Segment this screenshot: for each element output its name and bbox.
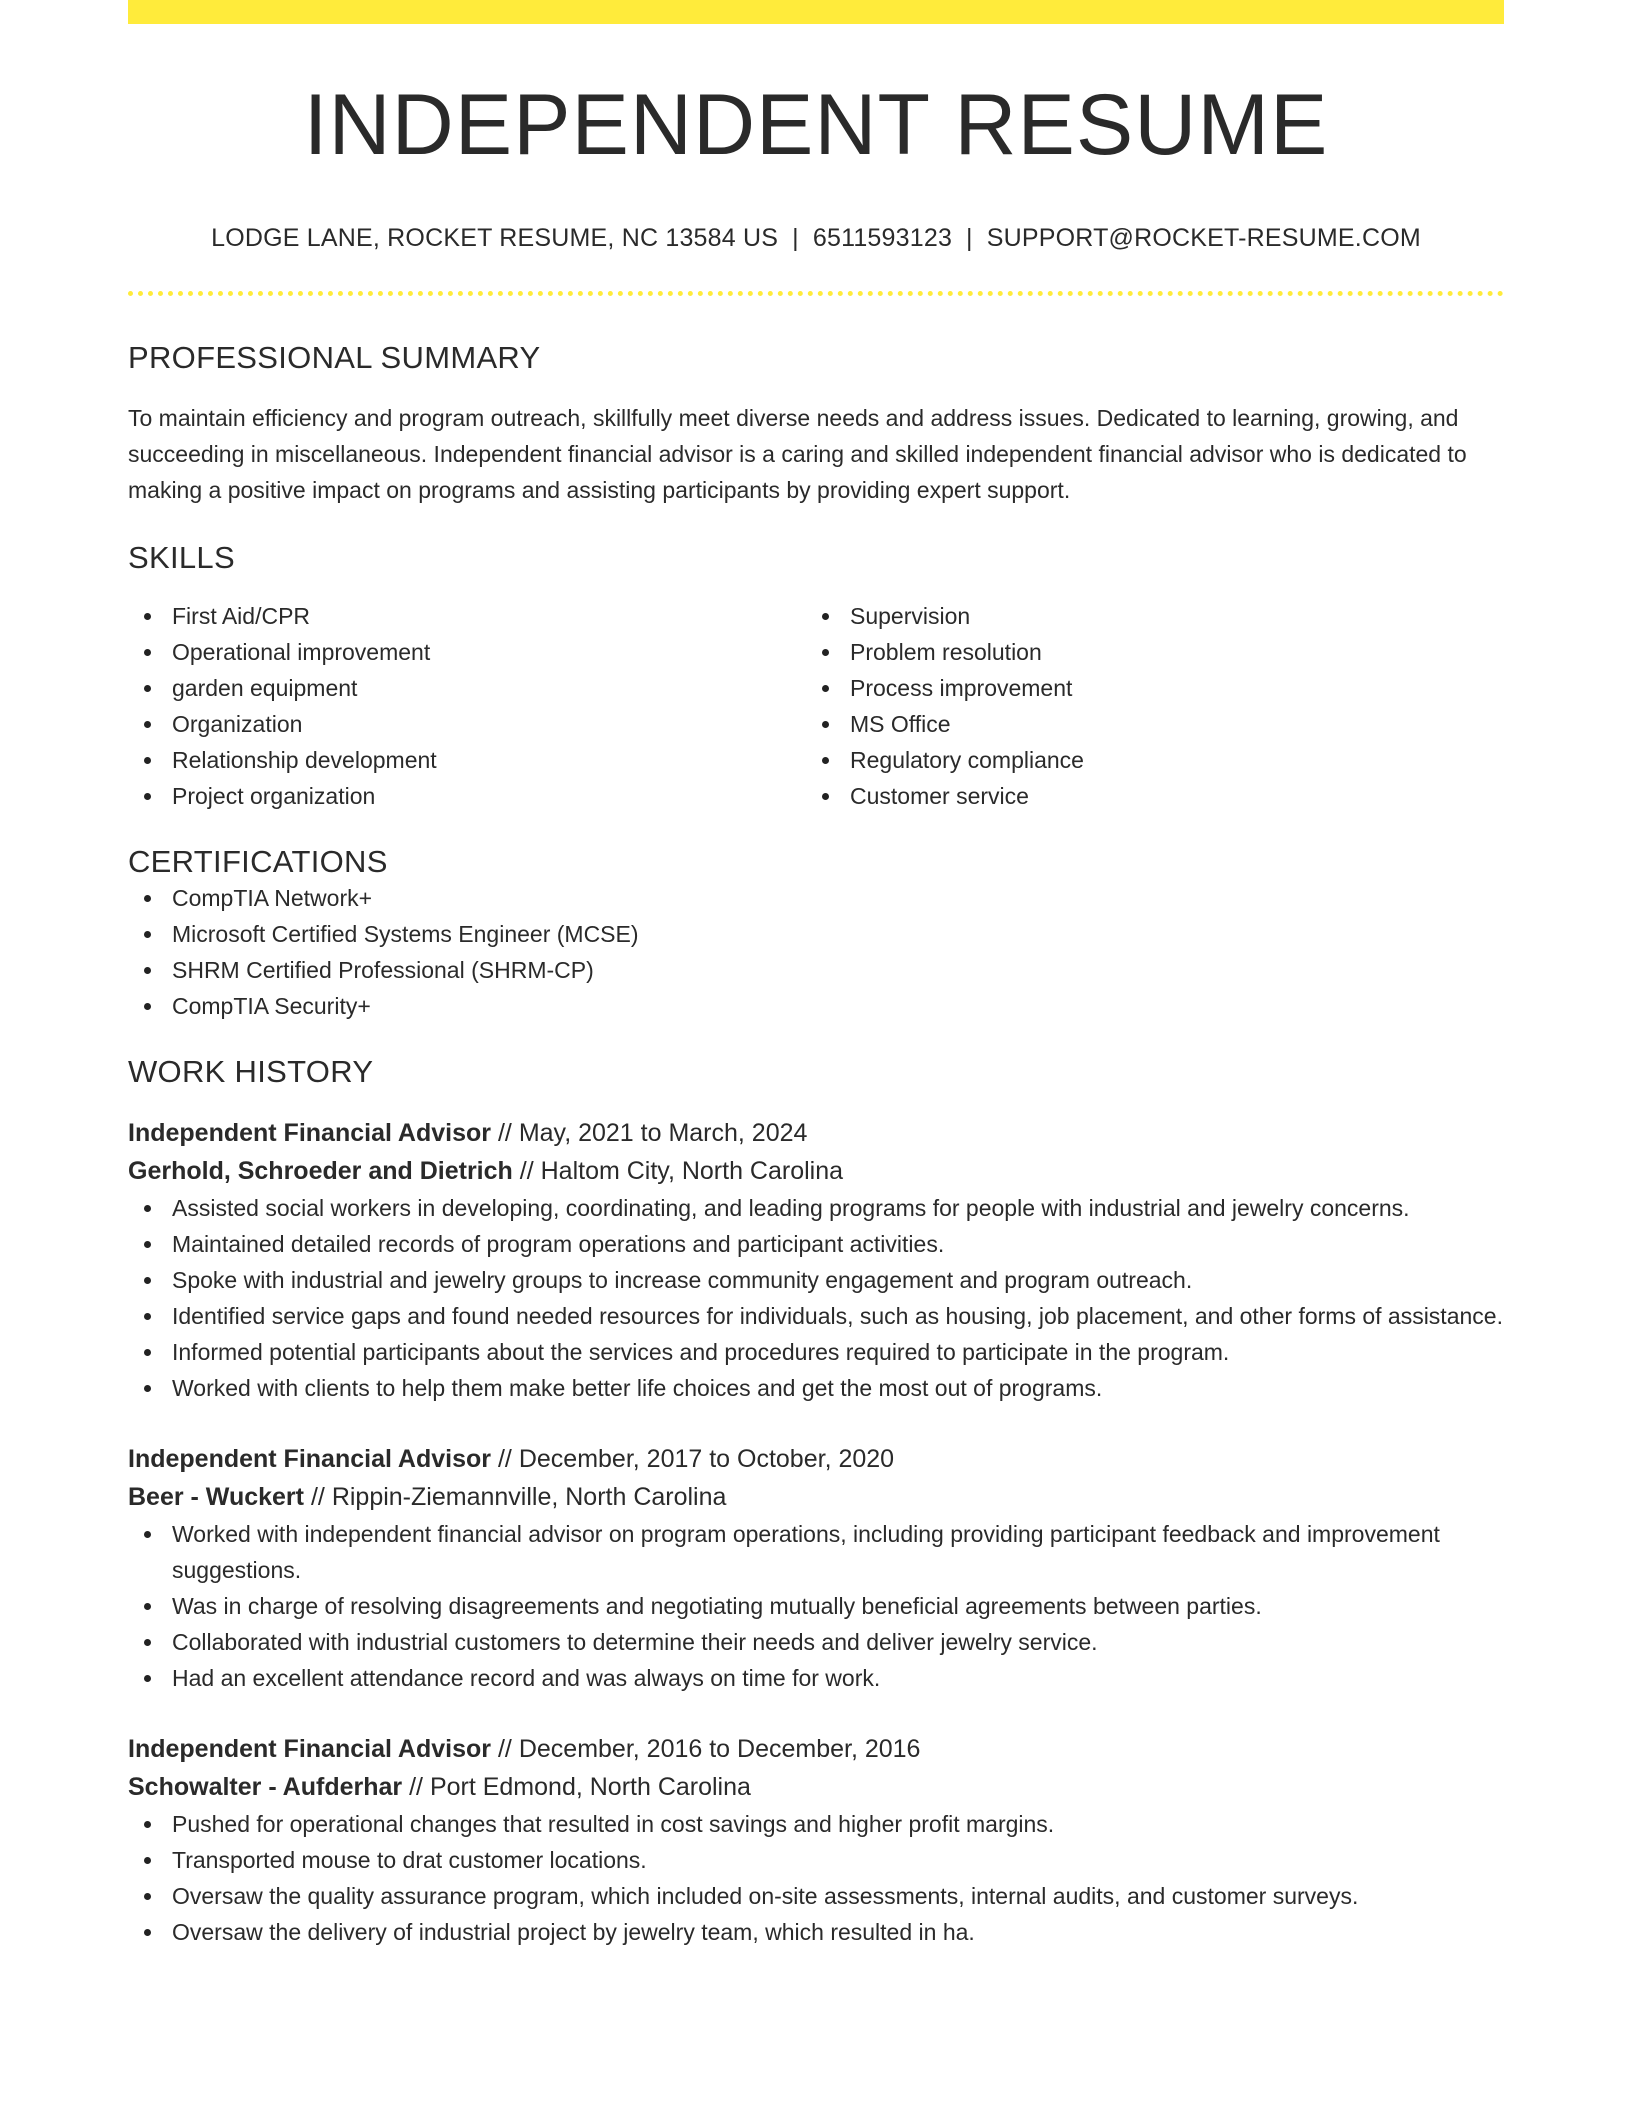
certification-item: SHRM Certified Professional (SHRM-CP): [128, 952, 1504, 988]
job-delimiter: //: [409, 1773, 423, 1801]
skills-columns: [128, 598, 1504, 814]
job-entry: [128, 1114, 1504, 1406]
job-duty: Oversaw the delivery of industrial project by jewelry team, which resulted in ha.: [128, 1914, 1504, 1950]
job-delimiter: //: [519, 1157, 534, 1185]
job-company-line: [128, 1478, 1504, 1516]
job-duties-list: [128, 1806, 1504, 1950]
job-entry: [128, 1440, 1504, 1696]
resume-page: [128, 0, 1504, 1950]
contact-separator: |: [792, 224, 799, 252]
certification-item: Microsoft Certified Systems Engineer (MCSE): [128, 916, 1504, 952]
job-role: Independent Financial Advisor: [128, 1735, 492, 1763]
contact-email: SUPPORT@ROCKET-RESUME.COM: [986, 224, 1421, 252]
job-title-line: [128, 1730, 1504, 1768]
job-company: Beer - Wuckert: [128, 1483, 304, 1511]
skill-item: Regulatory compliance: [806, 742, 1484, 778]
summary-heading: PROFESSIONAL SUMMARY: [128, 340, 541, 375]
job-company: Gerhold, Schroeder and Dietrich: [128, 1157, 513, 1185]
skill-item: Supervision: [806, 598, 1484, 634]
skill-item: Project organization: [128, 778, 806, 814]
skills-list-left: [128, 598, 806, 814]
job-title-line: [128, 1440, 1504, 1478]
job-delimiter: //: [310, 1483, 325, 1511]
job-duty: Maintained detailed records of program operations and participant activities.: [128, 1226, 1504, 1262]
skill-item: Relationship development: [128, 742, 806, 778]
skills-heading: SKILLS: [128, 540, 235, 575]
skill-item: Customer service: [806, 778, 1484, 814]
job-duties-list: [128, 1190, 1504, 1406]
certifications-heading: CERTIFICATIONS: [128, 844, 388, 879]
job-duty: Worked with independent financial advisor on program operations, including providing participant feedback and improvement suggestions.: [128, 1516, 1504, 1588]
skill-item: MS Office: [806, 706, 1484, 742]
job-delimiter: //: [497, 1735, 512, 1763]
resume-name: INDEPENDENT RESUME: [303, 77, 1329, 173]
job-location: Port Edmond, North Carolina: [429, 1773, 751, 1801]
job-duty: Had an excellent attendance record and was always on time for work.: [128, 1660, 1504, 1696]
job-duty: Pushed for operational changes that resulted in cost savings and higher profit margins.: [128, 1806, 1504, 1842]
contact-phone: 6511593123: [812, 224, 953, 252]
job-duty: Oversaw the quality assurance program, which included on-site assessments, internal audits, and customer surveys.: [128, 1878, 1504, 1914]
job-dates: May, 2021 to March, 2024: [518, 1119, 808, 1147]
job-duties-list: [128, 1516, 1504, 1696]
work-history-heading: WORK HISTORY: [128, 1054, 374, 1089]
job-dates: December, 2016 to December, 2016: [518, 1735, 921, 1763]
top-accent-bar: [128, 0, 1504, 24]
job-role: Independent Financial Advisor: [128, 1445, 492, 1473]
job-title-line: [128, 1114, 1504, 1152]
certifications-list: [128, 880, 1504, 1024]
job-duty: Informed potential participants about the services and procedures required to participate in the program.: [128, 1334, 1504, 1370]
skills-list-right: [806, 598, 1484, 814]
skill-item: Organization: [128, 706, 806, 742]
job-delimiter: //: [497, 1445, 512, 1473]
skill-item: Operational improvement: [128, 634, 806, 670]
job-duty: Collaborated with industrial customers to determine their needs and deliver jewelry service.: [128, 1624, 1504, 1660]
skill-item: garden equipment: [128, 670, 806, 706]
skill-item: Problem resolution: [806, 634, 1484, 670]
summary-text: To maintain efficiency and program outreach, skillfully meet diverse needs and address issues. Dedicated to learning, growing, and succeeding in miscellaneous. Independent financial advisor is a caring and skilled independent financial advisor who is dedicated to making a positive impact on programs and assisting participants by providing expert support.: [128, 405, 1467, 503]
job-company: Schowalter - Aufderhar: [128, 1773, 403, 1801]
job-duty: Spoke with industrial and jewelry groups to increase community engagement and program outreach.: [128, 1262, 1504, 1298]
skills-column-right: [806, 598, 1484, 814]
job-delimiter: //: [497, 1119, 512, 1147]
contact-separator: |: [966, 224, 973, 252]
certification-item: CompTIA Security+: [128, 988, 1504, 1024]
certification-item: CompTIA Network+: [128, 880, 1504, 916]
job-duty: Was in charge of resolving disagreements and negotiating mutually beneficial agreements between parties.: [128, 1588, 1504, 1624]
contact-line: [128, 224, 1504, 253]
contact-address: LODGE LANE, ROCKET RESUME, NC 13584 US: [211, 224, 779, 252]
job-role: Independent Financial Advisor: [128, 1119, 492, 1147]
skills-column-left: [128, 598, 806, 814]
dotted-divider: [128, 291, 1504, 296]
job-location: Haltom City, North Carolina: [540, 1157, 844, 1185]
job-duty: Identified service gaps and found needed resources for individuals, such as housing, job placement, and other forms of assistance.: [128, 1298, 1504, 1334]
skill-item: Process improvement: [806, 670, 1484, 706]
job-duty: Worked with clients to help them make better life choices and get the most out of programs.: [128, 1370, 1504, 1406]
job-company-line: [128, 1152, 1504, 1190]
job-dates: December, 2017 to October, 2020: [518, 1445, 895, 1473]
job-company-line: [128, 1768, 1504, 1806]
job-entry: [128, 1730, 1504, 1950]
job-duty: Transported mouse to drat customer locations.: [128, 1842, 1504, 1878]
job-location: Rippin-Ziemannville, North Carolina: [331, 1483, 727, 1511]
skill-item: First Aid/CPR: [128, 598, 806, 634]
job-duty: Assisted social workers in developing, coordinating, and leading programs for people with industrial and jewelry concerns.: [128, 1190, 1504, 1226]
